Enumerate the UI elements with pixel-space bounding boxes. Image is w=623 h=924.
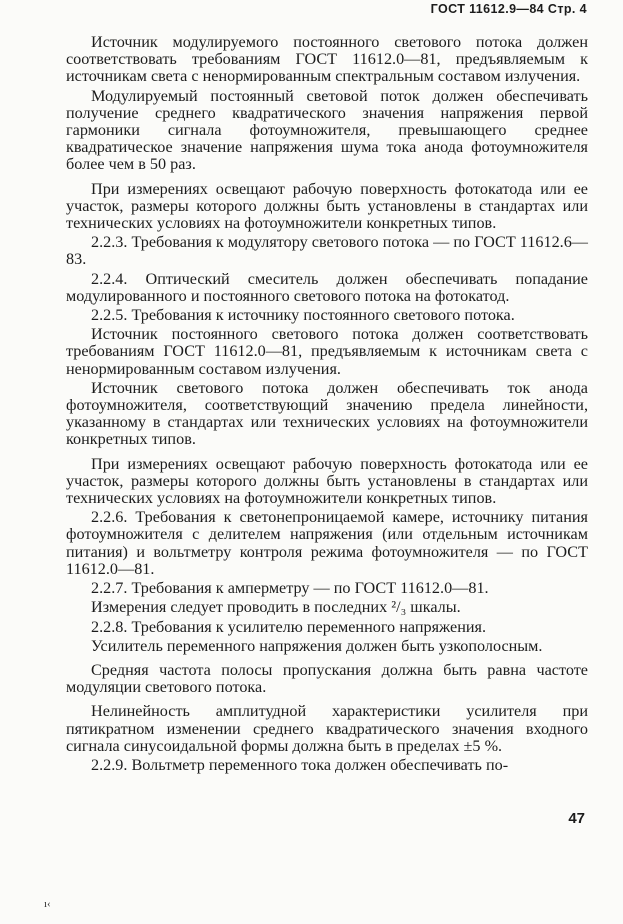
page-header: ГОСТ 11612.9—84 Стр. 4 [430,2,587,16]
paragraph: 2.2.9. Вольтметр переменного тока должен обеспечивать по- [91,755,509,774]
paragraph: Источник постоянного светового потока должен соответствовать требованиям ГОСТ 11612.0—81, предъявляемым к источникам света с ненормированным составом излучения. [66,325,588,378]
paragraph: Измерения следует проводить в последних ²/₃ шкалы. [91,598,461,617]
scan-artifact: ı‹ [44,898,51,910]
paragraph: 2.2.7. Требования к амперметру — по ГОСТ 11612.0—81. [91,579,489,598]
paragraph: Источник светового потока должен обеспечивать ток анода фотоумножителя, соответствующий значению предела линейности, указанному в стандартах или технических условиях на фотоумножители конкретных типов. [66,378,588,449]
paragraph: 2.2.6. Требования к светонепроницаемой камере, источнику питания фотоумножителя с делителем напряжения (или отдельным источникам питания) и вольтметру контроля режима фотоумножителя — по ГОСТ 11612.0—81. [66,508,588,578]
paragraph: 2.2.5. Требования к источнику постоянного светового потока. [91,306,515,325]
paragraph: 2.2.3. Требования к модулятору светового потока — по ГОСТ 11612.6—83. [66,233,588,269]
paragraph: 2.2.4. Оптический смеситель должен обеспечивать попадание модулированного и постоянного светового потока на фотокатод. [66,269,588,305]
document-body [66,34,588,776]
paragraph: Средняя частота полосы пропускания должна быть равна частоте модуляции светового потока. [66,660,588,697]
paragraph: При измерениях освещают рабочую поверхность фотокатода или ее участок, размеры которого должны быть установлены в стандартах или технических условиях на фотоумножители конкретных типов. [66,454,588,508]
paragraph: Модулируемый постоянный световой поток должен обеспечивать получение среднего квадратического значения напряжения первой гармоники сигнала фотоумножителя, превышающего среднее квадратическое значение напряжения шума тока анода фотоумножителя более чем в 50 раз. [66,86,588,174]
paragraph: Усилитель переменного напряжения должен быть узкополосным. [91,636,543,655]
paragraph: Нелинейность амплитудной характеристики усилителя при пятикратном изменении среднего квадратического значения входного сигнала синусоидальной формы должна быть в пределах ±5 %. [66,702,588,755]
page-number: 47 [568,810,585,827]
paragraph: При измерениях освещают рабочую поверхность фотокатода или ее участок, размеры которого должны быть установлены в стандартах или технических условиях на фотоумножители конкретных типов. [66,179,588,233]
paragraph: 2.2.8. Требования к усилителю переменного напряжения. [91,617,487,636]
paragraph: Источник модулируемого постоянного светового потока должен соответствовать требованиям ГОСТ 11612.0—81, предъявляемым к источникам света с ненормированным спектральным составом излучения. [66,33,588,86]
